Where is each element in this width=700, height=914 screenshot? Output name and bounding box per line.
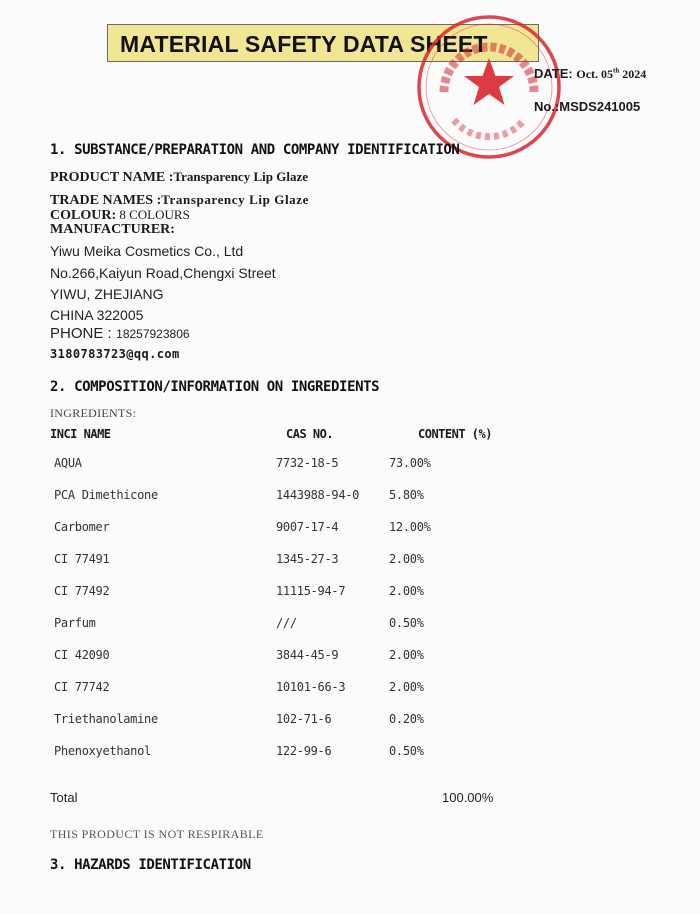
table-cell-cas: 1345-27-3	[276, 552, 339, 566]
section3-heading: 3. HAZARDS IDENTIFICATION	[50, 857, 251, 873]
table-cell-cas: 11115-94-7	[276, 584, 346, 598]
trade-names-value: Transparency Lip Glaze	[161, 192, 310, 207]
table-cell-cas: ///	[276, 616, 297, 630]
phone-row	[50, 325, 190, 343]
table-cell-inci: CI 77491	[54, 552, 110, 566]
table-cell-inci: Phenoxyethanol	[54, 744, 151, 758]
table-cell-cas: 10101-66-3	[276, 680, 346, 694]
table-cell-content: 2.00%	[389, 552, 424, 566]
table-cell-cas: 1443988-94-0	[276, 488, 360, 502]
number-label: No.:	[534, 99, 560, 114]
table-cell-cas: 9007-17-4	[276, 520, 339, 534]
table-cell-content: 73.00%	[389, 456, 431, 470]
document-title: MATERIAL SAFETY DATA SHEET	[107, 24, 539, 62]
column-header-cas: CAS NO.	[286, 427, 334, 441]
product-name-row	[50, 168, 308, 186]
date-label: DATE:	[534, 66, 573, 81]
table-cell-cas: 102-71-6	[276, 712, 332, 726]
table-cell-cas: 3844-45-9	[276, 648, 339, 662]
respirable-note: THIS PRODUCT IS NOT RESPIRABLE	[50, 827, 264, 841]
section1-heading: 1. SUBSTANCE/PREPARATION AND COMPANY IDENTIFICATION	[50, 142, 460, 158]
manufacturer-line: Yiwu Meika Cosmetics Co., Ltd	[50, 243, 244, 259]
column-header-content: CONTENT (%)	[418, 427, 492, 441]
table-cell-inci: CI 77742	[54, 680, 110, 694]
table-cell-inci: AQUA	[54, 456, 82, 470]
document-number	[534, 99, 640, 114]
trade-names-label: TRADE NAMES :	[50, 193, 162, 208]
table-cell-content: 5.80%	[389, 488, 424, 502]
date-year: 2024	[619, 67, 647, 81]
table-cell-inci: Carbomer	[54, 520, 110, 534]
table-cell-inci: PCA Dimethicone	[54, 488, 158, 502]
total-label: Total	[50, 790, 78, 805]
manufacturer-line: CHINA 322005	[50, 307, 144, 323]
manufacturer-line: No.266,Kaiyun Road,Chengxi Street	[50, 265, 276, 281]
date-value: Oct. 05	[576, 67, 614, 81]
colour-value: 8 COLOURS	[116, 207, 190, 222]
phone-label: PHONE :	[50, 325, 112, 342]
table-cell-inci: CI 42090	[54, 648, 110, 662]
date-sup: th	[613, 66, 620, 75]
table-cell-content: 2.00%	[389, 680, 424, 694]
table-cell-content: 0.50%	[389, 616, 424, 630]
document-date	[534, 66, 646, 82]
table-cell-content: 2.00%	[389, 584, 424, 598]
ingredients-label: INGREDIENTS:	[50, 406, 137, 420]
section2-heading: 2. COMPOSITION/INFORMATION ON INGREDIENTS	[50, 379, 380, 395]
manufacturer-line: YIWU, ZHEJIANG	[50, 286, 164, 302]
number-value: MSDS241005	[559, 99, 641, 114]
colour-label: COLOUR:	[50, 208, 117, 223]
table-cell-content: 2.00%	[389, 648, 424, 662]
table-cell-content: 0.50%	[389, 744, 424, 758]
table-cell-inci: Triethanolamine	[54, 712, 158, 726]
table-cell-inci: CI 77492	[54, 584, 110, 598]
table-cell-cas: 7732-18-5	[276, 456, 339, 470]
table-cell-content: 12.00%	[389, 520, 431, 534]
total-value: 100.00%	[442, 790, 494, 805]
product-name-label: PRODUCT NAME :	[50, 170, 174, 185]
table-cell-content: 0.20%	[389, 712, 424, 726]
email: 3180783723@qq.com	[50, 347, 180, 361]
phone-value: 18257923806	[116, 327, 190, 341]
table-cell-inci: Parfum	[54, 616, 96, 630]
table-cell-cas: 122-99-6	[276, 744, 332, 758]
column-header-inci: INCI NAME	[50, 427, 111, 441]
company-seal-icon	[414, 12, 564, 162]
manufacturer-label: MANUFACTURER:	[50, 222, 175, 237]
product-name-value: Transparency Lip Glaze	[173, 169, 308, 184]
